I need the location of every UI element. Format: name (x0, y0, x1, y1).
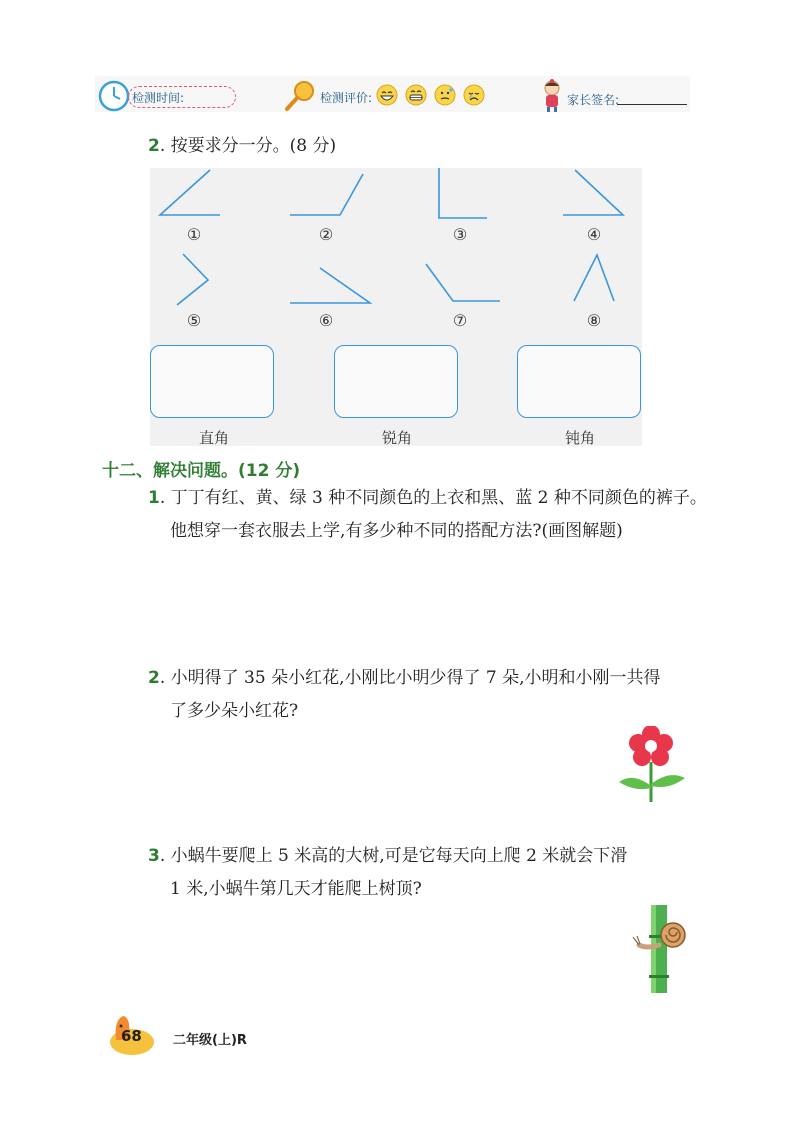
page-number: 68 (121, 1027, 142, 1045)
evaluation-label: 检测评价: (320, 91, 373, 105)
grin-face-icon[interactable] (405, 84, 427, 106)
angle-7 (426, 264, 500, 301)
angle-6 (290, 268, 370, 303)
problem-2-line-2: 了多少朵小红花? (170, 701, 299, 721)
problem-3-line-2: 1 米,小蜗牛第几天才能爬上树顶? (170, 879, 422, 899)
angle-8 (574, 255, 614, 301)
smiley-face-icon[interactable] (376, 84, 398, 106)
worried-face-icon[interactable] (434, 84, 456, 106)
obtuse-angle-box[interactable] (517, 345, 641, 418)
question-2-heading (148, 130, 336, 163)
right-angle-label: 直角 (198, 429, 229, 447)
problem-text: . 小蜗牛要爬上 5 米高的大树,可是它每天向上爬 2 米就会下滑 (159, 846, 628, 866)
problem-1 (148, 482, 708, 548)
time-label: 检测时间: (132, 91, 185, 105)
angle-label-5: ⑤ (186, 311, 202, 330)
sad-face-icon[interactable] (463, 84, 485, 106)
section-title: 十二、解决问题。(12 分) (102, 461, 301, 481)
snail-icon (625, 905, 695, 993)
problem-number: 3 (148, 846, 160, 866)
problem-3-line-1 (148, 840, 708, 873)
problem-2 (148, 662, 708, 728)
problem-1-line-1 (148, 482, 708, 515)
acute-angle-box[interactable] (334, 345, 458, 418)
angle-label-6: ⑥ (318, 311, 334, 330)
angle-1 (160, 170, 220, 215)
angle-label-3: ③ (452, 225, 468, 244)
angle-label-4: ④ (586, 225, 602, 244)
problem-text: . 丁丁有红、黄、绿 3 种不同颜色的上衣和黑、蓝 2 种不同颜色的裤子。 (159, 488, 707, 508)
grade-label: 二年级(上)R (173, 1033, 247, 1048)
problem-2-line-1 (148, 662, 708, 695)
angle-5 (177, 254, 208, 305)
question-number: 2 (148, 136, 160, 156)
angle-label-2: ② (318, 225, 334, 244)
parent-signature-label: 家长签名: (567, 93, 620, 107)
angle-label-7: ⑦ (452, 311, 468, 330)
problem-3 (148, 840, 708, 906)
acute-angle-label: 锐角 (381, 429, 412, 447)
angle-label-8: ⑧ (586, 311, 602, 330)
problem-text: . 小明得了 35 朵小红花,小刚比小明少得了 7 朵,小明和小刚一共得 (159, 668, 661, 688)
flower-icon (613, 726, 689, 806)
question-text: . 按要求分一分。(8 分) (159, 136, 337, 156)
angle-4 (563, 170, 623, 215)
problem-1-line-2: 他想穿一套衣服去上学,有多少种不同的搭配方法?(画图解题) (170, 521, 623, 541)
angle-2 (290, 174, 363, 215)
angle-3 (439, 168, 487, 218)
problem-number: 1 (148, 488, 160, 508)
magnifier-icon (283, 79, 319, 113)
problem-number: 2 (148, 668, 160, 688)
obtuse-angle-label: 钝角 (564, 429, 595, 447)
child-icon (538, 78, 566, 112)
clock-icon (98, 80, 130, 112)
angle-label-1: ① (186, 225, 202, 244)
right-angle-box[interactable] (150, 345, 274, 418)
signature-line[interactable] (617, 104, 687, 105)
